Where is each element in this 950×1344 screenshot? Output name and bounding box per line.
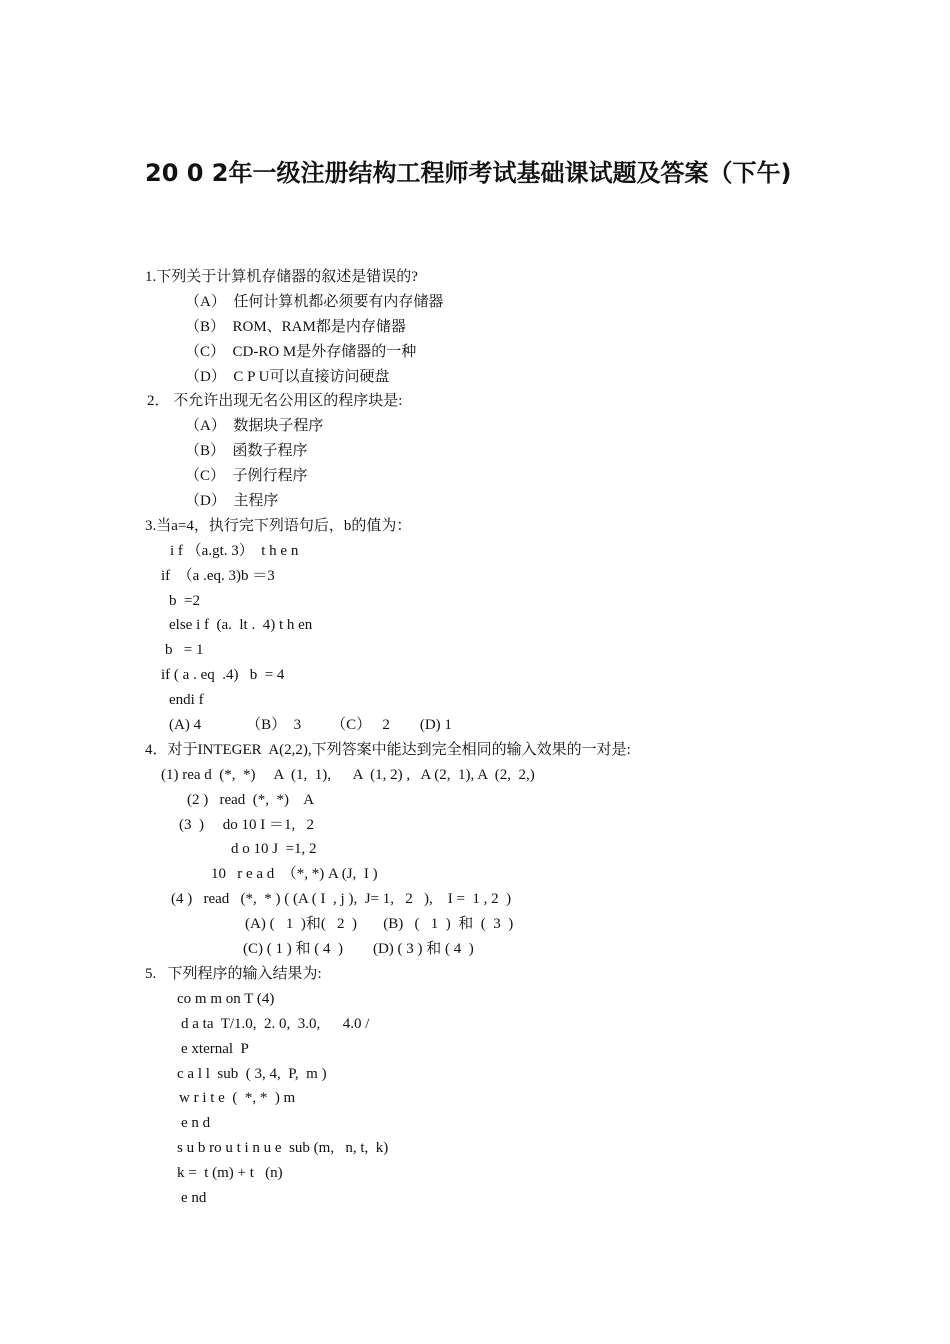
document-line: if （a .eq. 3)b ＝3 [161,567,275,584]
document-title: 20 0 2年一级注册结构工程师考试基础课试题及答案（下午) [145,159,792,187]
document-line: （C） 子例行程序 [185,468,308,485]
document-line: w r i t e ( *, * ) m [179,1090,296,1107]
document-line: （A） 数据块子程序 [185,418,324,435]
document-line: (3 ) do 10 I ＝1, 2 [179,816,314,833]
document-line: (C) ( 1 ) 和 ( 4 ) (D) ( 3 ) 和 ( 4 ) [243,941,474,958]
document-line: i f （a.gt. 3） t h e n [170,542,299,559]
document-line: else i f (a. lt . 4) t h en [169,617,313,634]
document-line: k = t (m) + t (n) [177,1165,283,1182]
document-line: 1.下列关于计算机存储器的叙述是错误的? [145,269,418,285]
document-line: 2． 不允许出现无名公用区的程序块是: [147,393,403,410]
document-line: 5. 下列程序的输入结果为: [145,965,322,982]
document-line: (2 ) read (*, *) A [187,791,315,808]
document-line: (1) rea d (*, *) A (1, 1), A (1, 2) , A (2, 1), A (2, 2,) [161,766,535,783]
document-line: b = 1 [165,642,204,659]
document-body [145,265,865,1211]
document-line: co m m on T (4) [177,990,275,1007]
document-line: s u b ro u t i n u e sub (m, n, t, k) [177,1140,389,1157]
document-line: e xternal P [181,1040,249,1057]
document-line: （D） C P U可以直接访问硬盘 [185,368,390,385]
document-line: (4 ) read (*, * ) ( (A ( I , j ), J= 1, 2 ), I = 1 , 2 ) [171,891,512,908]
document-line: if ( a . eq .4) b = 4 [161,667,285,684]
document-line: 3.当a=4，执行完下列语句后，b的值为： [145,517,412,534]
document-line: 10 r e a d （*, *) A (J, I ) [211,866,378,883]
document-line: (A) 4 （B） 3 （C） 2 (D) 1 [169,717,452,734]
document-line: （D） 主程序 [185,493,279,510]
document-line: （B） 函数子程序 [185,443,308,460]
document-line: （C） CD-RO M是外存储器的一种 [185,343,417,360]
document-line: b =2 [169,592,200,609]
document-line: 4．对于INTEGER A(2,2),下列答案中能达到完全相同的输入效果的一对是: [145,741,631,758]
document-line: e nd [181,1189,207,1206]
document-line: (A) ( 1 )和( 2 ) (B) ( 1 ) 和 ( 3 ) [245,916,514,933]
document-line: endi f [169,692,204,709]
document-line: e n d [181,1115,211,1132]
document-line: d a ta T/1.0, 2. 0, 3.0, 4.0 / [181,1015,370,1032]
document-line: （B） ROM、RAM都是内存储器 [185,318,406,335]
document-line: d o 10 J =1, 2 [231,841,317,858]
document-line: （A） 任何计算机都必须要有内存储器 [185,293,444,310]
document-line: c a l l sub ( 3, 4, P, m ) [177,1065,327,1082]
